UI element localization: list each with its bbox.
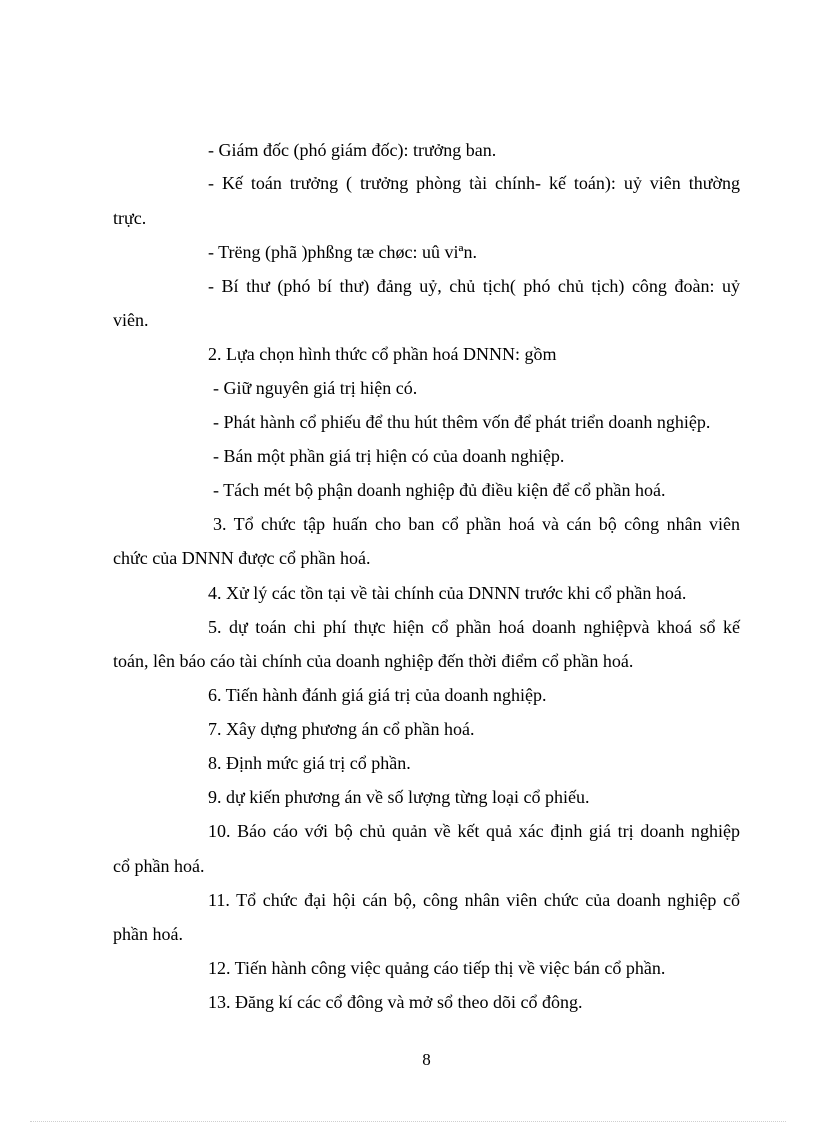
page-number: 8 bbox=[422, 1050, 431, 1069]
page-bottom-divider bbox=[30, 1121, 786, 1122]
text-line: cổ phần hoá. bbox=[113, 856, 205, 876]
text-line: - Bí thư (phó bí thư) đảng uỷ, chủ tịch( phó chủ tịch) công đoàn: uỷ bbox=[208, 276, 740, 296]
text-line: chức của DNNN được cổ phần hoá. bbox=[113, 548, 371, 568]
text-line: 7. Xây dựng phương án cổ phần hoá. bbox=[208, 719, 475, 739]
text-line: toán, lên báo cáo tài chính của doanh nghiệp đến thời điểm cổ phần hoá. bbox=[113, 651, 634, 671]
text-line: 8. Định mức giá trị cổ phần. bbox=[208, 753, 411, 773]
text-line: - Kế toán trưởng ( trưởng phòng tài chính- kế toán): uỷ viên thường bbox=[208, 173, 740, 193]
text-line: 12. Tiến hành công việc quảng cáo tiếp thị về việc bán cổ phần. bbox=[208, 958, 666, 978]
text-line: 6. Tiến hành đánh giá giá trị của doanh nghiệp. bbox=[208, 685, 547, 705]
text-line: - Giám đốc (phó giám đốc): trưởng ban. bbox=[208, 140, 497, 160]
text-line: 2. Lựa chọn hình thức cổ phần hoá DNNN: gồm bbox=[208, 344, 557, 364]
text-line: viên. bbox=[113, 310, 149, 330]
text-line: - Tách mét bộ phận doanh nghiệp đủ điều kiện để cổ phần hoá. bbox=[213, 480, 666, 500]
text-line: - Bán một phần giá trị hiện có của doanh nghiệp. bbox=[213, 446, 565, 466]
text-line: 9. dự kiến phương án về số lượng từng loại cổ phiếu. bbox=[208, 787, 590, 807]
text-line: - Phát hành cổ phiếu để thu hút thêm vốn để phát triển doanh nghiệp. bbox=[213, 412, 711, 432]
text-line: - Giữ nguyên giá trị hiện có. bbox=[213, 378, 418, 398]
text-line: - Trëng (phã )phßng tæ chøc: uû viªn. bbox=[208, 242, 477, 262]
text-line: 4. Xử lý các tồn tại về tài chính của DNNN trước khi cổ phần hoá. bbox=[208, 583, 687, 603]
text-line: 11. Tổ chức đại hội cán bộ, công nhân viên chức của doanh nghiệp cổ bbox=[208, 890, 740, 910]
text-line: 10. Báo cáo với bộ chủ quản về kết quả xác định giá trị doanh nghiệp bbox=[208, 821, 740, 841]
text-line: 13. Đăng kí các cổ đông và mở sổ theo dõi cổ đông. bbox=[208, 992, 583, 1012]
text-line: 3. Tổ chức tập huấn cho ban cổ phần hoá và cán bộ công nhân viên bbox=[213, 514, 740, 534]
text-line: trực. bbox=[113, 208, 147, 228]
text-line: 5. dự toán chi phí thực hiện cổ phần hoá doanh nghiệpvà khoá sổ kế bbox=[208, 617, 740, 637]
text-line: phần hoá. bbox=[113, 924, 183, 944]
